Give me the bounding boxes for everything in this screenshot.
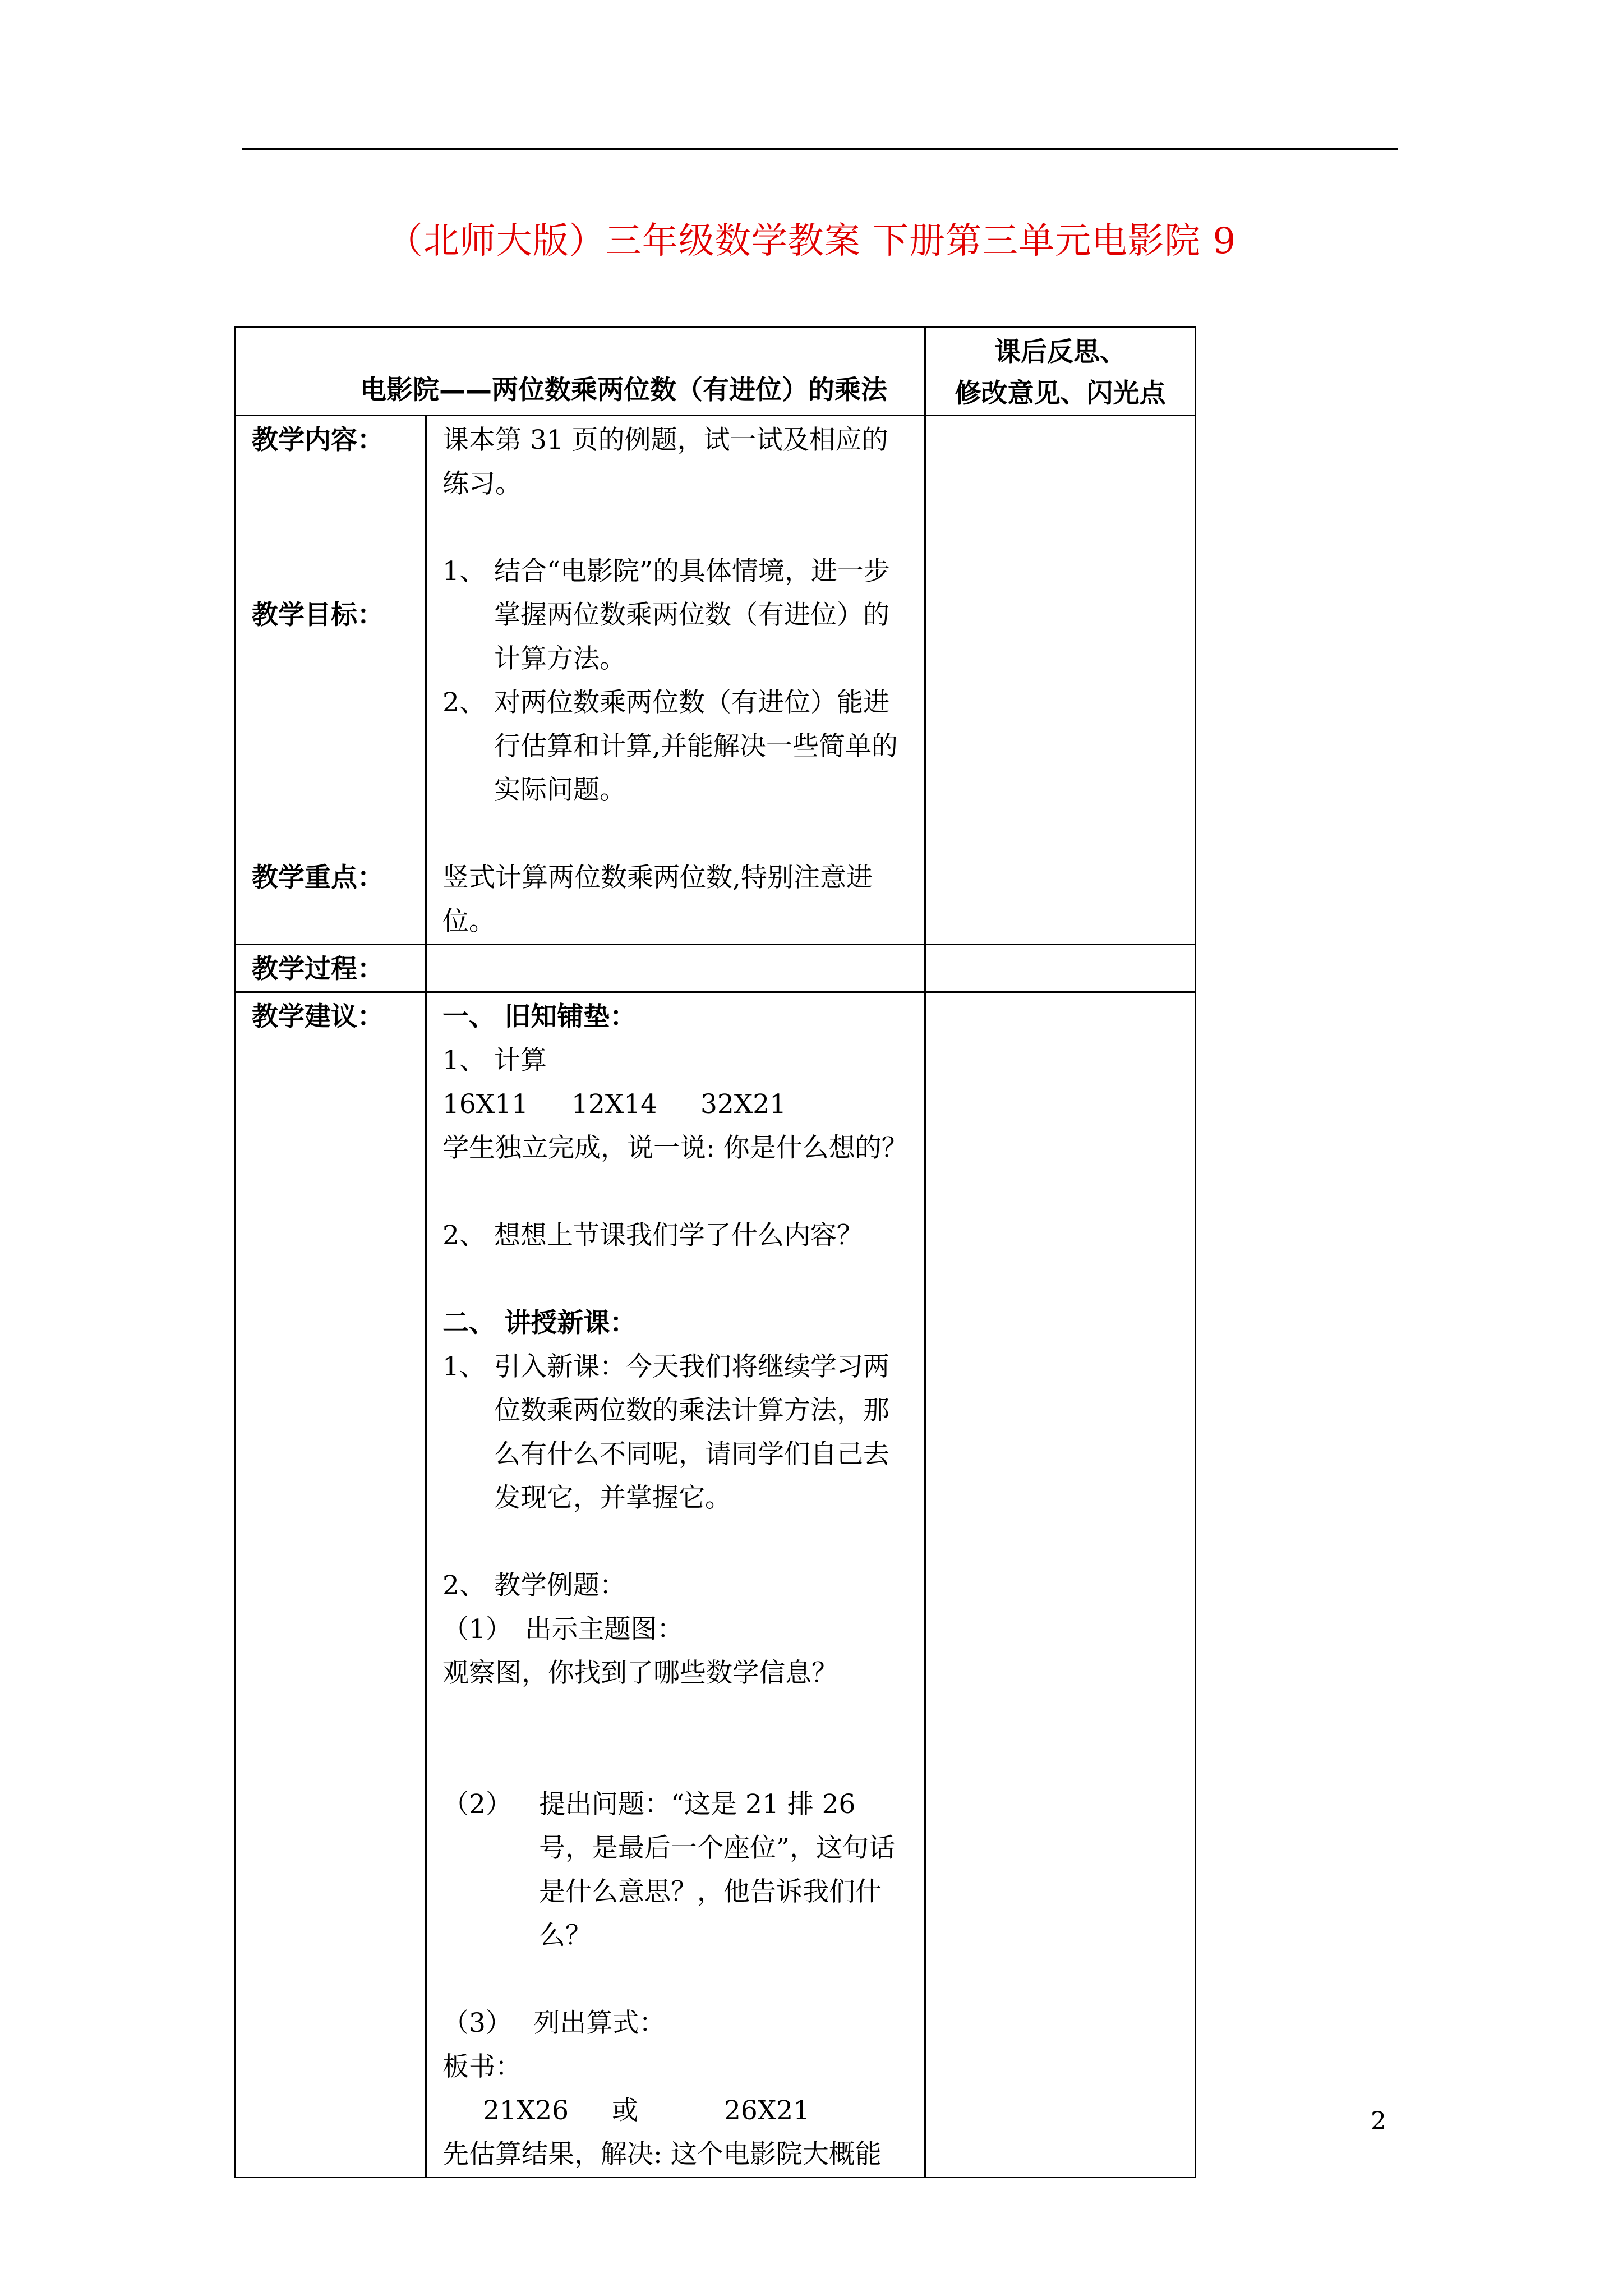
calc-2: 12X14 [571,1089,658,1120]
goal-item-2-text: 对两位数乘两位数（有进位）能进行估算和计算,并能解决一些简单的实际问题。 [494,687,898,806]
goal-item-1: 1、 结合“电影院”的具体情境，进一步掌握两位数乘两位数（有进位）的计算方法。 [442,550,909,681]
board-label: 板书： [442,2051,522,2082]
calculation-row [442,1083,909,1126]
lesson-topic-header [236,328,925,416]
sub-item-2: （2） 提出问题：“这是 21 排 26 号，是最后一个座位”，这句话是什么意思？，他告诉我们什么？ [442,1783,909,1958]
section-1-item-1: 1、 计算 [442,1045,547,1076]
reflection-cell-3 [925,992,1196,2178]
or-word: 或 [612,2095,638,2126]
estimate-line: 先估算结果，解决: 这个电影院大概能 [442,2139,882,2170]
sub-item-2-text: 提出问题：“这是 21 排 26 号，是最后一个座位”，这句话是什么意思？，他告诉我们什么？ [539,1789,896,1951]
calc-1: 16X11 [442,1089,529,1120]
calc-3: 32X21 [700,1089,787,1120]
lesson-plan-table [234,326,1196,2178]
key-point-label: 教学重点： [252,862,384,893]
table-row-advice [236,992,1196,2178]
section-2-item-1-text: 引入新课：今天我们将继续学习两位数乘两位数的乘法计算方法，那么有什么不同呢，请同学们自己去发现它，并掌握它。 [494,1351,889,1513]
content-text: 课本第 31 页的例题，试一试及相应的练习。 [442,425,888,499]
section-2-item-1: 1、 引入新课：今天我们将继续学习两位数乘两位数的乘法计算方法，那么有什么不同呢，请同学们自己去发现它，并掌握它。 [442,1345,909,1520]
reflection-header-line2: 修改意见、闪光点 [955,378,1166,409]
reflection-cell-2 [925,945,1196,992]
reflection-cell-1 [925,416,1196,945]
header-rule [242,148,1398,150]
details-cell [426,416,925,945]
advice-label: 教学建议： [236,992,426,2178]
section-1-item-2: 2、 想想上节课我们学了什么内容？ [442,1220,863,1251]
section-2-item-2: 2、 教学例题： [442,1570,626,1601]
table-header-row [236,328,1196,416]
page-number: 2 [1371,2107,1386,2136]
section-2-heading: 二、 讲授新课： [442,1308,637,1338]
expression-1: 21X26 [483,2095,569,2126]
reflection-header [925,328,1196,416]
reflection-header-line1: 课后反思、 [994,337,1126,367]
sub-item-1: （1） 出示主题图： [442,1614,684,1645]
content-label: 教学内容： [252,425,384,455]
goal-item-1-text: 结合“电影院”的具体情境，进一步掌握两位数乘两位数（有进位）的计算方法。 [494,556,891,674]
section-1-heading: 一、 旧知铺垫： [442,1001,637,1032]
table-row-content-goals-key [236,416,1196,945]
process-label: 教学过程： [236,945,426,992]
document-title: （北师大版）三年级数学教案 下册第三单元电影院 9 [386,220,1237,262]
advice-cell [426,992,925,2178]
key-point-text: 竖式计算两位数乘两位数,特别注意进位。 [442,862,873,937]
goal-item-2: 2、 对两位数乘两位数（有进位）能进行估算和计算,并能解决一些简单的实际问题。 [442,681,909,812]
labels-cell [236,416,426,945]
section-1-note: 学生独立完成，说一说: 你是什么想的？ [442,1133,908,1163]
expression-row [442,2089,909,2133]
sub-item-1-text: 观察图，你找到了哪些数学信息？ [442,1658,838,1688]
sub-item-3: （3） 列出算式： [442,2008,666,2039]
expression-2: 26X21 [724,2095,810,2126]
lesson-topic-text: 电影院——两位数乘两位数（有进位）的乘法 [360,375,887,406]
table-row-process [236,945,1196,992]
process-cell [426,945,925,992]
goal-label: 教学目标： [252,600,384,631]
